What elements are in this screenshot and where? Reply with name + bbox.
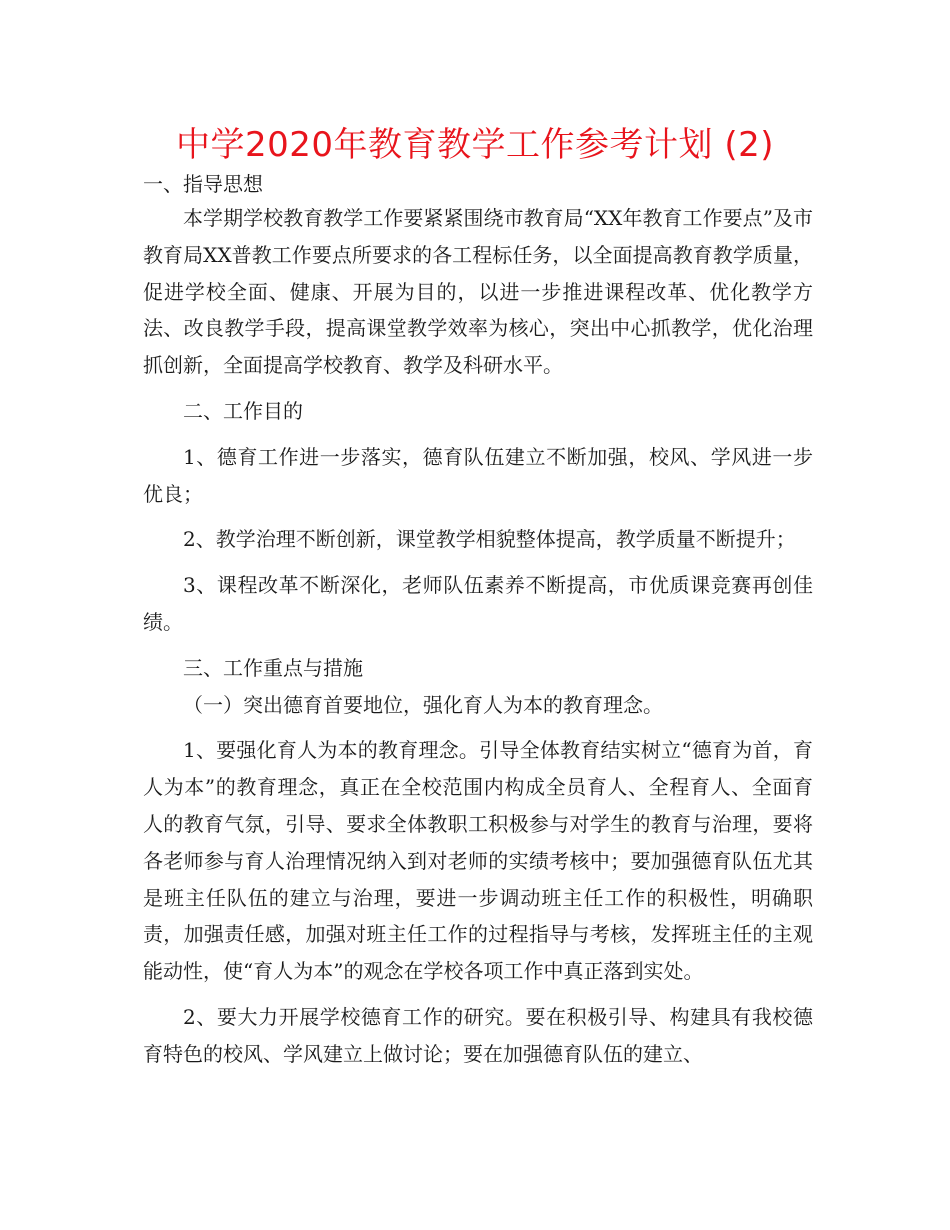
paragraph-goal-2: 2、教学治理不断创新，课堂教学相貌整体提高，教学质量不断提升； <box>183 527 796 552</box>
paragraph-guiding-thought: 本学期学校教育教学工作要紧紧围绕市教育局“XX年教育工作要点”及市教育局XX普教工作要点所要求的各工程标任务，以全面提高教育教学质量，促进学校全面、健康、开展为目的，以进一步推进课程改革、优化教学方法、改良教学手段，提高课堂教学效率为核心，突出中心抓教学，优化治理抓创新，全面提高学校教育、教学及科研水平。 <box>143 206 813 378</box>
section-heading-work-goals: 二、工作目的 <box>183 398 303 423</box>
paragraph-goal-1: 1、德育工作进一步落实，德育队伍建立不断加强，校风、学风进一步优良； <box>143 444 813 506</box>
paragraph-measure-1: 1、要强化育人为本的教育理念。引导全体教育结实树立“德育为首，育人为本”的教育理念，真正在全校范围内构成全员育人、全程育人、全面育人的教育气氛，引导、要求全体教职工积极参与对学生的教育与治理，要将各老师参与育人治理情况纳入到对老师的实绩考核中；要加强德育队伍尤其是班主任队伍的建立与治理，要进一步调动班主任工作的积极性，明确职责，加强责任感，加强对班主任工作的过程指导与考核，发挥班主任的主观能动性，使“育人为本”的观念在学校各项工作中真正落到实处。 <box>143 738 813 984</box>
section-heading-guiding-thought: 一、指导思想 <box>143 172 263 196</box>
paragraph-measure-2: 2、要大力开展学校德育工作的研究。要在积极引导、构建具有我校德育特色的校风、学风建立上做讨论；要在加强德育队伍的建立、 <box>143 1004 813 1066</box>
paragraph-goal-3: 3、课程改革不断深化，老师队伍素养不断提高，市优质课竞赛再创佳绩。 <box>143 573 813 634</box>
section-heading-key-measures: 三、工作重点与措施 <box>183 655 363 680</box>
document-title: 中学2020年教育教学工作参考计划 (2) <box>176 125 774 165</box>
document-body <box>143 200 813 1073</box>
subsection-heading-moral-education: （一）突出德育首要地位，强化育人为本的教育理念。 <box>183 692 663 717</box>
